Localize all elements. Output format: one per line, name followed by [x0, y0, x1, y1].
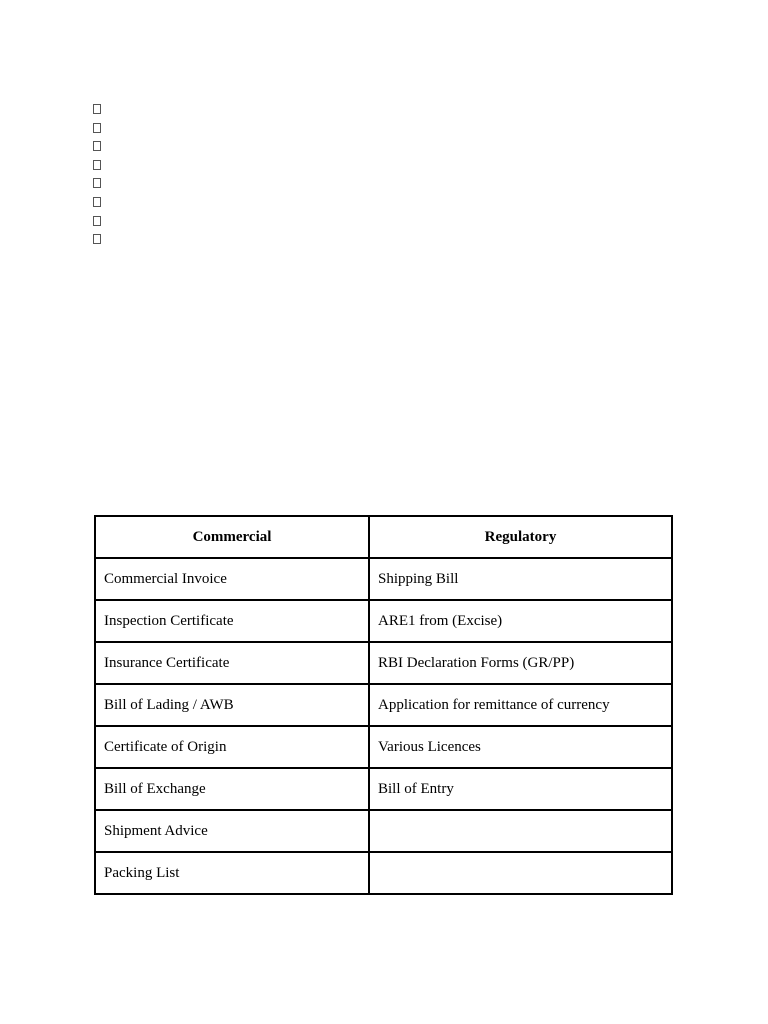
commercial-cell: Packing List	[95, 852, 369, 894]
table-row	[95, 684, 672, 726]
regulatory-cell: Application for remittance of currency	[369, 684, 672, 726]
missing-glyph-bullet	[93, 123, 101, 133]
table-row	[95, 558, 672, 600]
missing-glyph-bullet	[93, 160, 101, 170]
missing-glyph-bullet	[93, 178, 101, 188]
commercial-cell: Bill of Exchange	[95, 768, 369, 810]
regulatory-cell: Various Licences	[369, 726, 672, 768]
commercial-cell: Shipment Advice	[95, 810, 369, 852]
table-header-row	[95, 516, 672, 558]
commercial-cell: Bill of Lading / AWB	[95, 684, 369, 726]
missing-glyph-bullet	[93, 234, 101, 244]
regulatory-cell: Shipping Bill	[369, 558, 672, 600]
table-row	[95, 852, 672, 894]
regulatory-cell	[369, 810, 672, 852]
regulatory-cell: Bill of Entry	[369, 768, 672, 810]
missing-glyph-bullet	[93, 216, 101, 226]
header-commercial: Commercial	[95, 516, 369, 558]
bullet-list	[93, 104, 101, 253]
missing-glyph-bullet	[93, 197, 101, 207]
missing-glyph-bullet	[93, 104, 101, 114]
table-row	[95, 768, 672, 810]
regulatory-cell: ARE1 from (Excise)	[369, 600, 672, 642]
commercial-cell: Commercial Invoice	[95, 558, 369, 600]
table-row	[95, 810, 672, 852]
documents-table	[94, 515, 673, 895]
commercial-cell: Certificate of Origin	[95, 726, 369, 768]
commercial-cell: Inspection Certificate	[95, 600, 369, 642]
table-row	[95, 642, 672, 684]
header-regulatory: Regulatory	[369, 516, 672, 558]
regulatory-cell	[369, 852, 672, 894]
regulatory-cell: RBI Declaration Forms (GR/PP)	[369, 642, 672, 684]
commercial-cell: Insurance Certificate	[95, 642, 369, 684]
table-row	[95, 726, 672, 768]
missing-glyph-bullet	[93, 141, 101, 151]
table-row	[95, 600, 672, 642]
